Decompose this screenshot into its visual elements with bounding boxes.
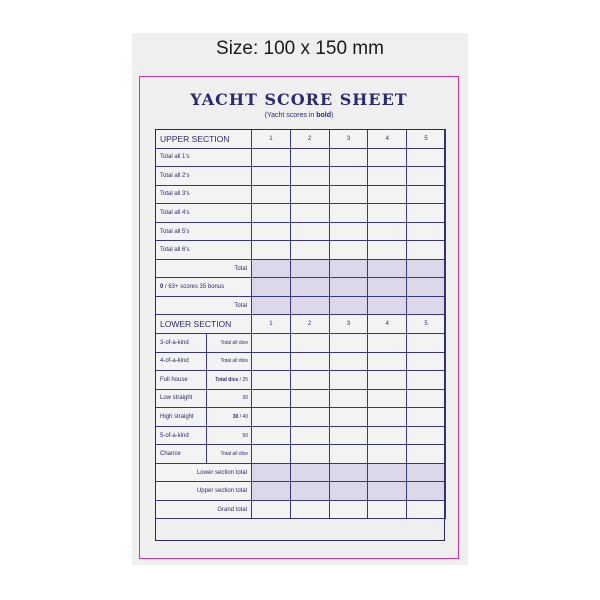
score-cell[interactable] — [252, 371, 291, 390]
total-cell[interactable] — [368, 296, 407, 315]
game-number: 4 — [368, 130, 407, 149]
score-cell[interactable] — [329, 408, 368, 427]
total-cell[interactable] — [290, 463, 329, 482]
grand-total-cell[interactable] — [368, 500, 407, 519]
lower-row — [156, 426, 446, 445]
score-cell[interactable] — [368, 389, 407, 408]
score-cell[interactable] — [252, 445, 291, 464]
upper-row-label: Total all 2's — [156, 167, 252, 186]
score-cell[interactable] — [290, 222, 329, 241]
grand-total-cell[interactable] — [252, 500, 291, 519]
score-cell[interactable] — [368, 167, 407, 186]
upper-row-label: Total all 5's — [156, 222, 252, 241]
upper-row-label: Total all 1's — [156, 148, 252, 167]
score-cell[interactable] — [290, 426, 329, 445]
total-cell[interactable] — [368, 259, 407, 278]
score-cell[interactable] — [407, 167, 446, 186]
score-cell[interactable] — [290, 241, 329, 260]
score-cell[interactable] — [368, 222, 407, 241]
lower-row — [156, 334, 446, 353]
bonus-cell[interactable] — [329, 278, 368, 297]
score-cell[interactable] — [329, 389, 368, 408]
score-cell[interactable] — [252, 222, 291, 241]
score-cell[interactable] — [368, 148, 407, 167]
score-cell[interactable] — [407, 389, 446, 408]
total-cell[interactable] — [252, 482, 291, 501]
category-score: 50 — [207, 426, 252, 445]
total-cell[interactable] — [329, 482, 368, 501]
category-score: 30 / 40 — [207, 408, 252, 427]
total-cell[interactable] — [290, 259, 329, 278]
size-label: Size: 100 x 150 mm — [216, 38, 384, 59]
score-cell[interactable] — [407, 185, 446, 204]
category-name: High straight — [156, 408, 207, 427]
category-score: Total all dice — [207, 334, 252, 353]
category-score: Total dice / 25 — [207, 371, 252, 390]
grand-total-cell[interactable] — [407, 500, 446, 519]
total-cell[interactable] — [368, 482, 407, 501]
sheet-subtitle: (Yacht scores in bold) — [264, 112, 334, 119]
upper-row-label: Total all 3's — [156, 185, 252, 204]
total-cell[interactable] — [329, 463, 368, 482]
score-cell[interactable] — [329, 352, 368, 371]
grand-total-cell[interactable] — [329, 500, 368, 519]
upper-total-carry-label: Upper section total — [156, 482, 252, 501]
lower-row — [156, 389, 446, 408]
score-cell[interactable] — [407, 445, 446, 464]
score-cell[interactable] — [252, 352, 291, 371]
upper-row — [156, 148, 446, 167]
score-cell[interactable] — [368, 445, 407, 464]
score-cell[interactable] — [252, 334, 291, 353]
score-cell[interactable] — [290, 148, 329, 167]
score-cell[interactable] — [407, 204, 446, 223]
lower-total-row — [156, 463, 446, 482]
score-cell[interactable] — [329, 445, 368, 464]
total-cell[interactable] — [407, 259, 446, 278]
score-cell[interactable] — [368, 352, 407, 371]
total-cell[interactable] — [329, 259, 368, 278]
score-cell[interactable] — [252, 167, 291, 186]
score-cell[interactable] — [290, 389, 329, 408]
grand-total-cell[interactable] — [290, 500, 329, 519]
upper-total-carry-row — [156, 482, 446, 501]
score-cell[interactable] — [329, 204, 368, 223]
score-cell[interactable] — [368, 426, 407, 445]
game-number: 2 — [290, 130, 329, 149]
upper-row — [156, 241, 446, 260]
score-cell[interactable] — [290, 371, 329, 390]
score-cell[interactable] — [252, 185, 291, 204]
score-cell[interactable] — [290, 445, 329, 464]
total-cell[interactable] — [290, 482, 329, 501]
score-cell[interactable] — [368, 334, 407, 353]
score-cell[interactable] — [329, 426, 368, 445]
category-name: Chance — [156, 445, 207, 464]
score-cell[interactable] — [329, 241, 368, 260]
score-cell[interactable] — [368, 204, 407, 223]
category-name: Low straight — [156, 389, 207, 408]
total-cell[interactable] — [252, 296, 291, 315]
score-cell[interactable] — [407, 352, 446, 371]
score-cell[interactable] — [407, 334, 446, 353]
upper-row — [156, 204, 446, 223]
score-cell[interactable] — [368, 241, 407, 260]
category-name: 3-of-a-kind — [156, 334, 207, 353]
lower-row — [156, 445, 446, 464]
total-cell[interactable] — [407, 463, 446, 482]
score-cell[interactable] — [290, 408, 329, 427]
score-cell[interactable] — [329, 371, 368, 390]
lower-header-row — [156, 315, 446, 334]
game-number: 5 — [407, 130, 446, 149]
score-cell[interactable] — [252, 148, 291, 167]
score-cell[interactable] — [329, 148, 368, 167]
total-cell[interactable] — [329, 296, 368, 315]
category-name: 5-of-a-kind — [156, 426, 207, 445]
score-cell[interactable] — [407, 426, 446, 445]
game-number: 5 — [407, 315, 446, 334]
bonus-cell[interactable] — [368, 278, 407, 297]
score-cell[interactable] — [252, 241, 291, 260]
lower-row — [156, 408, 446, 427]
score-cell[interactable] — [407, 408, 446, 427]
game-number: 1 — [252, 315, 291, 334]
score-cell[interactable] — [329, 167, 368, 186]
score-cell[interactable] — [329, 222, 368, 241]
lower-row — [156, 371, 446, 390]
score-cell[interactable] — [407, 222, 446, 241]
category-name: Full house — [156, 371, 207, 390]
category-score: Total all dice — [207, 352, 252, 371]
score-cell[interactable] — [407, 371, 446, 390]
score-cell[interactable] — [329, 185, 368, 204]
category-name: 4-of-a-kind — [156, 352, 207, 371]
upper-row-label: Total all 6's — [156, 241, 252, 260]
score-cell[interactable] — [368, 371, 407, 390]
bonus-cell[interactable] — [407, 278, 446, 297]
score-cell[interactable] — [290, 204, 329, 223]
score-cell[interactable] — [290, 334, 329, 353]
bonus-label: 0 / 63+ scores 35 bonus — [156, 278, 252, 297]
upper-total-row — [156, 259, 446, 278]
lower-section-heading: LOWER SECTION — [156, 315, 252, 334]
lower-row — [156, 352, 446, 371]
total-cell[interactable] — [252, 463, 291, 482]
grand-total-label: Grand total — [156, 500, 252, 519]
score-cell[interactable] — [329, 334, 368, 353]
bonus-cell[interactable] — [252, 278, 291, 297]
total-cell[interactable] — [290, 296, 329, 315]
lower-total-label: Lower section total — [156, 463, 252, 482]
upper-section-heading: UPPER SECTION — [156, 130, 252, 149]
score-cell[interactable] — [368, 185, 407, 204]
score-cell[interactable] — [290, 352, 329, 371]
upper-header-row — [156, 130, 446, 149]
score-cell[interactable] — [252, 426, 291, 445]
game-number: 4 — [368, 315, 407, 334]
game-number: 3 — [329, 315, 368, 334]
game-number: 1 — [252, 130, 291, 149]
upper-row-label: Total all 4's — [156, 204, 252, 223]
game-number: 3 — [329, 130, 368, 149]
upper-row — [156, 185, 446, 204]
total-cell[interactable] — [252, 259, 291, 278]
total-cell[interactable] — [368, 463, 407, 482]
score-cell[interactable] — [252, 204, 291, 223]
score-cell[interactable] — [252, 408, 291, 427]
category-score: Total all dice — [207, 445, 252, 464]
bonus-cell[interactable] — [290, 278, 329, 297]
score-cell[interactable] — [252, 389, 291, 408]
total-cell[interactable] — [407, 296, 446, 315]
grand-total-row — [156, 500, 446, 519]
total-cell[interactable] — [407, 482, 446, 501]
bonus-row — [156, 278, 446, 297]
upper-total-label: Total — [156, 259, 252, 278]
score-cell[interactable] — [290, 167, 329, 186]
score-cell[interactable] — [368, 408, 407, 427]
score-cell[interactable] — [290, 185, 329, 204]
score-cell[interactable] — [407, 148, 446, 167]
upper-final-total-row — [156, 296, 446, 315]
upper-row — [156, 167, 446, 186]
game-number: 2 — [290, 315, 329, 334]
score-table — [155, 129, 446, 519]
sheet-title: YACHT SCORE SHEET — [190, 90, 408, 109]
upper-row — [156, 222, 446, 241]
upper-final-total-label: Total — [156, 296, 252, 315]
category-score: 30 — [207, 389, 252, 408]
score-cell[interactable] — [407, 241, 446, 260]
